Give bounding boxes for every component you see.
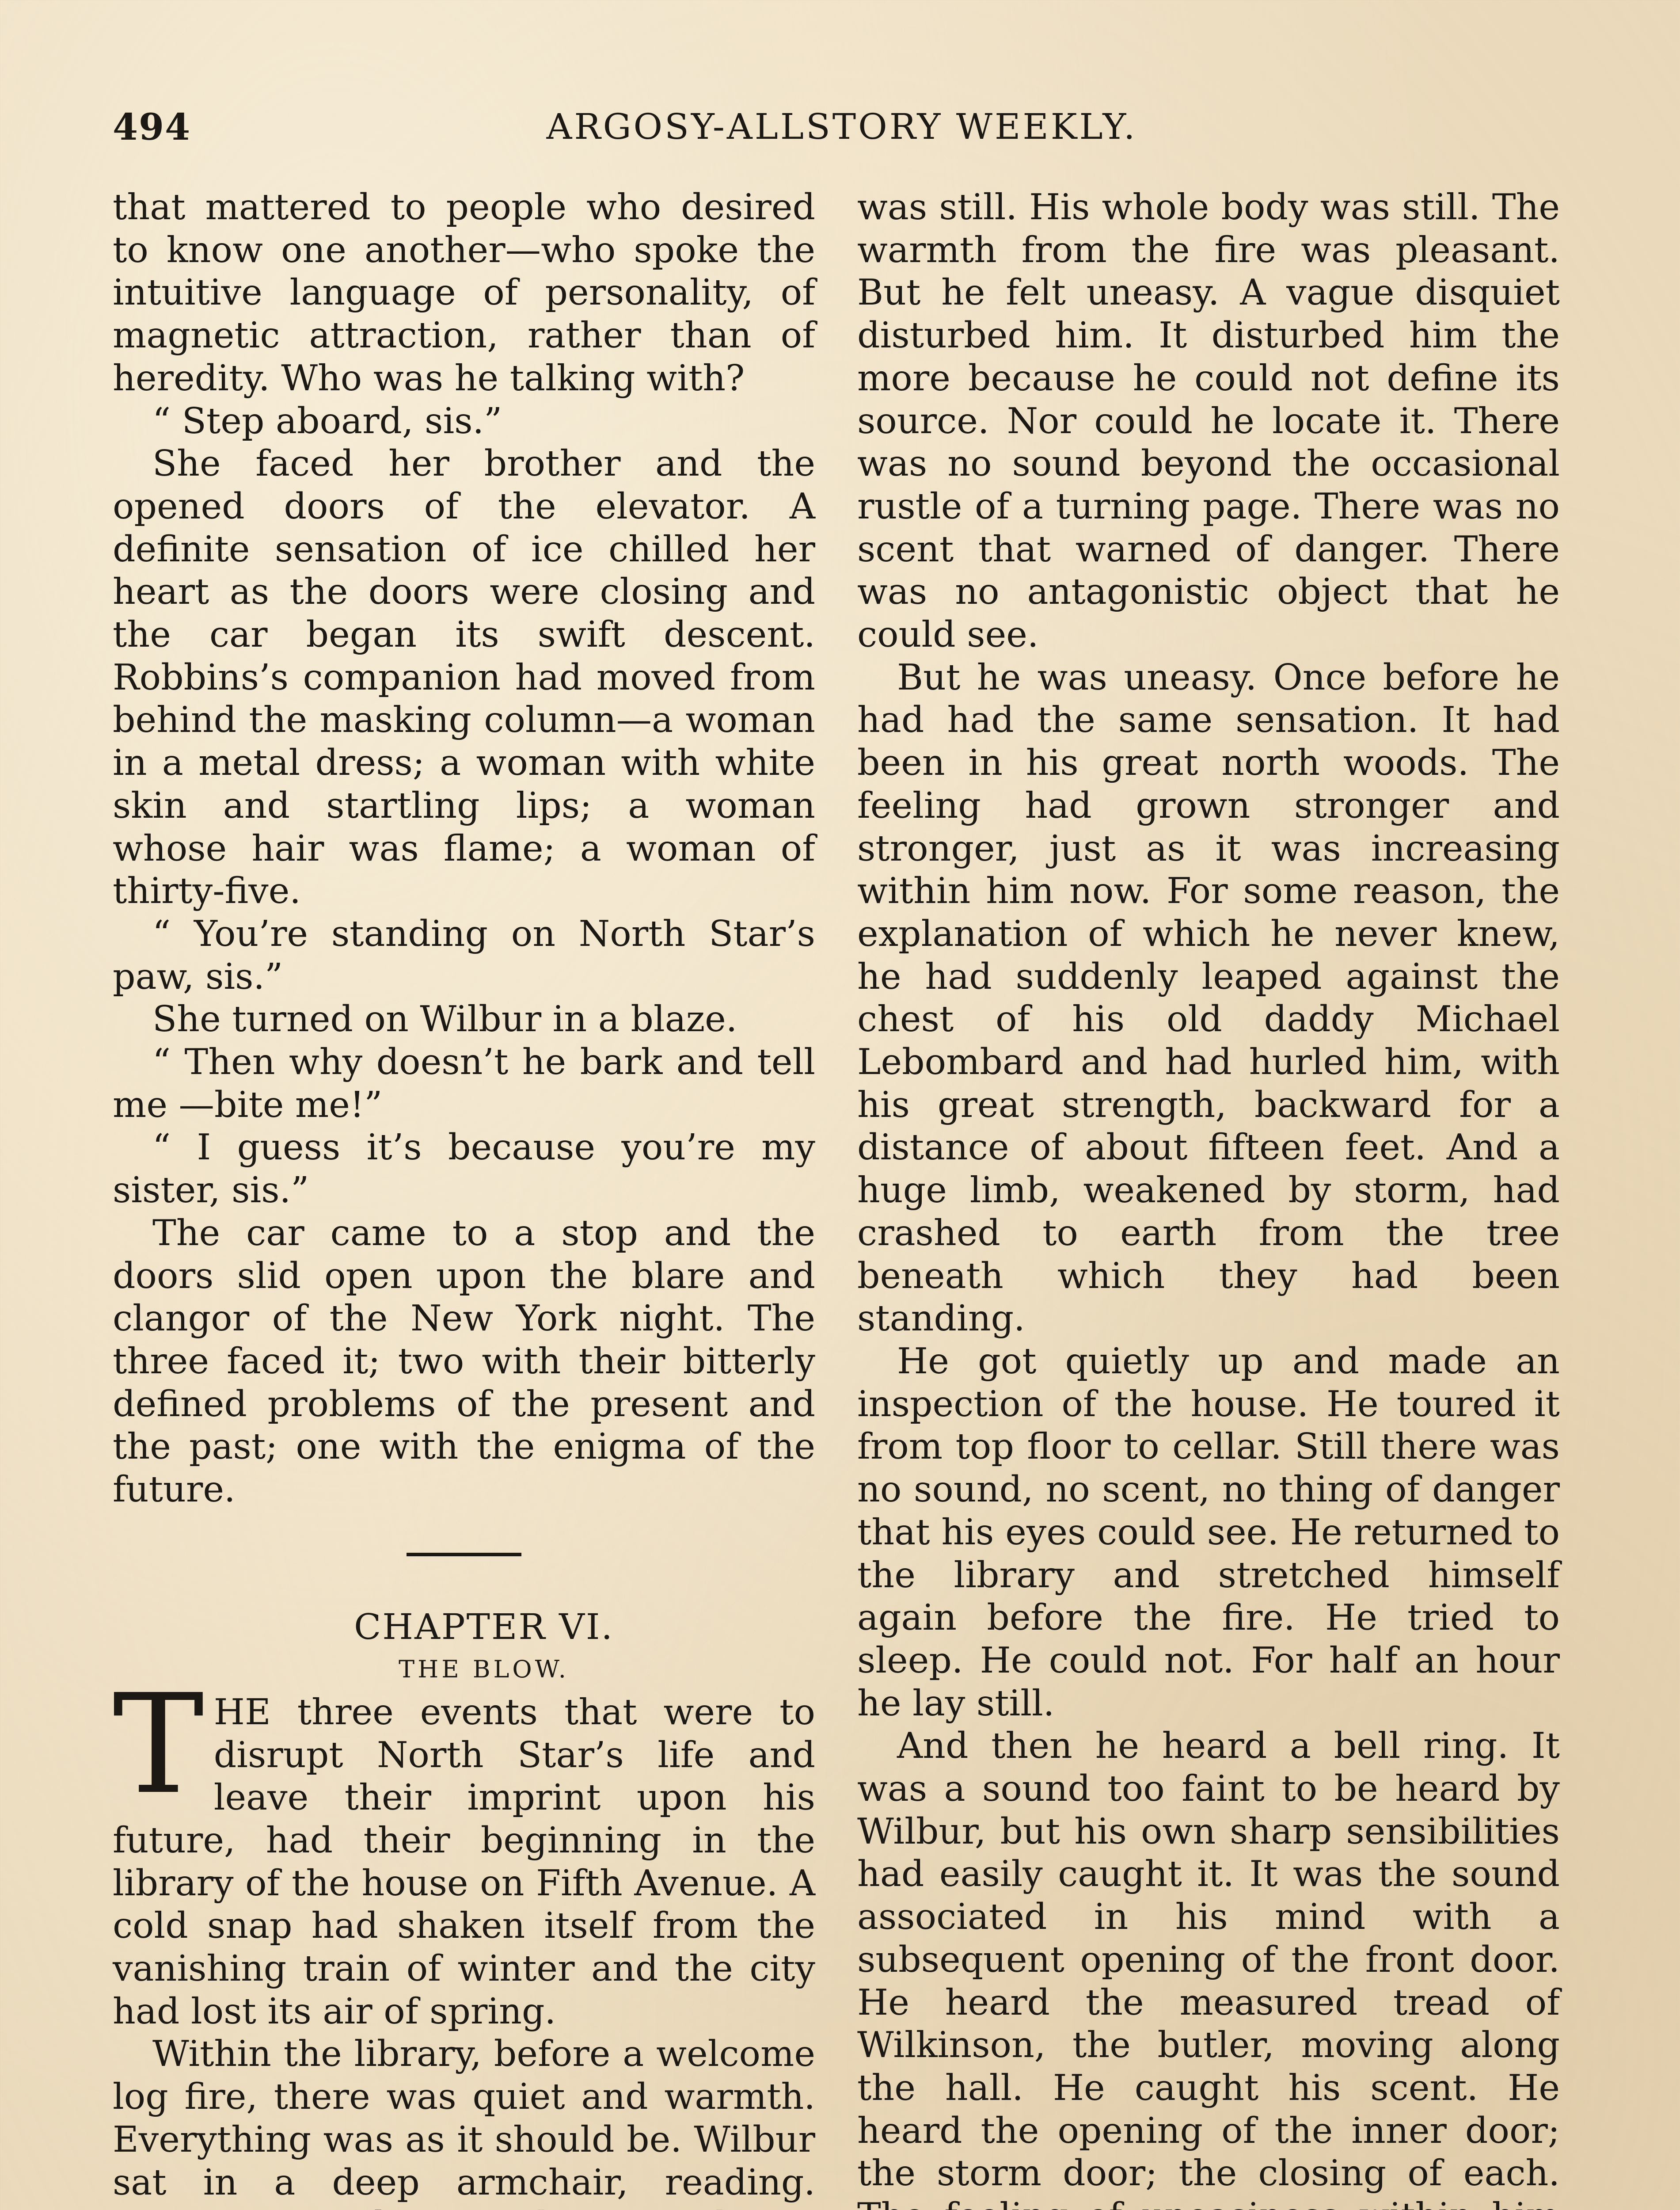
paragraph: “ You’re standing on North Star’s paw, sis.”	[113, 912, 815, 998]
page-number: 494	[113, 106, 191, 149]
paragraph: “ Step aboard, sis.”	[113, 400, 815, 442]
paragraph: But he was uneasy. Once before he had had the same sensation. It had been in his great north woods. The feeling had grown stronger and stronger, just as it was increasing within him now. For some reason, the explanation of which he never knew, he had suddenly leaped against the chest of his old daddy Michael Lebombard and had hurled him, with his great strength, backward for a distance of about fifteen feet. And a huge limb, weakened by storm, had crashed to earth from the tree beneath which they had been standing.	[857, 656, 1560, 1340]
chapter-subtitle: THE BLOW.	[113, 1648, 815, 1691]
paragraph: The car came to a stop and the doors slid open upon the blare and clangor of the New York night. The three faced it; two with their bitterly defined problems of the present and the past; one with the enigma of the future.	[113, 1212, 815, 1511]
paragraph: She faced her brother and the opened doors of the elevator. A definite sensation of ice chilled her heart as the doors were closing and the car began its swift descent. Robbins’s companion had moved from behind the masking column—a woman in a metal dress; a woman with white skin and startling lips; a woman whose hair was flame; a woman of thirty-five.	[113, 442, 815, 912]
opening-paragraph-text: HE three events that were to disrupt North Star’s life and leave their imprint upon his future, had their beginning in the library of the house on Fifth Avenue. A cold snap had shaken itself from the vanishing train of winter and the city had lost its air of spring.	[113, 1691, 815, 2032]
paragraph: And then he heard a bell ring. It was a sound too faint to be heard by Wilbur, but his own sharp sensibilities had easily caught it. It was the sound associated in his mind with a subsequent opening of the front door. He heard the measured tread of Wilkinson, the butler, moving along the hall. He caught his scent. He heard the opening of the inner door; the storm door; the closing of each.	[857, 1724, 1560, 2210]
running-title: ARGOSY-ALLSTORY WEEKLY.	[113, 106, 1571, 147]
paragraph: She turned on Wilbur in a blaze.	[113, 998, 815, 1040]
drop-cap: T	[113, 1694, 204, 1796]
paragraph: that mattered to people who desired to know one another—who spoke the intuitive language of personality, of magnetic attraction, rather than of heredity. Who was he talking with?	[113, 186, 815, 400]
paragraph: Within the library, before a welcome log fire, there was quiet and warmth. Everything was as it should be. Wilbur sat in a deep armchair, reading.	[113, 2032, 815, 2210]
paragraph: “ I guess it’s because you’re my sister, sis.”	[113, 1126, 815, 1211]
paragraph: “ Then why doesn’t he bark and tell me —bite me!”	[113, 1040, 815, 1126]
chapter-heading: CHAPTER VI.	[113, 1606, 815, 1648]
paragraph: was still. His whole body was still. The warmth from the fire was pleasant. But he felt uneasy. A vague disquiet disturbed him. It disturbed him the more because he could not define its source. Nor could he locate it. There was no sound beyond the occasional rustle of a turning page. There was no scent that warned of danger. There was no antagonistic object that he could see.	[857, 186, 1560, 656]
paragraph: He got quietly up and made an inspection of the house. He toured it from top floor to cellar. Still there was no sound, no scent, no thing of danger that his eyes could see. He returned to the library and stretched himself again before the fire. He tried to sleep. He could not. For half an hour he lay still.	[857, 1340, 1560, 1724]
